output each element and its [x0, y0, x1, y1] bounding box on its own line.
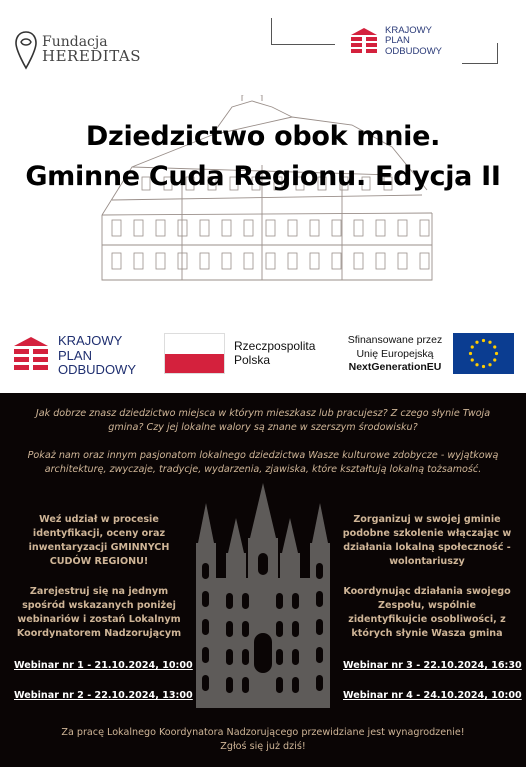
right-text-block-1: Zorganizuj w swojej gminie podobne szkolenie włączając w działania lokalną społeczność - wolontariuszy	[342, 514, 512, 567]
funding-logos-row	[0, 330, 526, 380]
footer-line2: Zgłoś się już dziś!	[220, 741, 306, 752]
hereditas-label: HEREDITAS	[42, 47, 142, 66]
left-text-block-1: Weź udział w procesie identyfikacji, oceny oraz inwentaryzacji GMINNYCH CUDÓW REGIONU!	[28, 514, 170, 567]
eu-funding-label	[345, 334, 445, 375]
intro-text	[22, 407, 504, 477]
pl-line2: Polska	[234, 352, 271, 367]
decor-line	[271, 44, 335, 45]
decor-line	[462, 63, 498, 64]
kpo-small-line2: PLAN	[385, 35, 410, 47]
pl-line1: Rzeczpospolita	[234, 339, 316, 353]
decor-line	[271, 18, 272, 44]
decor-line	[497, 43, 498, 63]
webinar-link-3[interactable]: Webinar nr 3 - 22.10.2024, 16:30	[343, 660, 522, 671]
title-line1: Dziedzictwo obok mnie.	[85, 121, 441, 152]
eu-flag-icon	[453, 333, 514, 374]
intro-paragraph-1: Jak dobrze znasz dziedzictwo miejsca w którym mieszkasz lub pracujesz? Z czego słynie Twoja gmina? Czy jej lokalne walory są znane w szerszym środowisku?	[35, 408, 491, 433]
left-text-block-2: Zarejestruj się na jednym spośród wskazanych poniżej webinariów i zostań Lokalnym Koordynatorem Nadzorującym	[16, 586, 182, 639]
kpo-small-line1: KRAJOWY	[385, 25, 432, 36]
eu-line3: NextGenerationEU	[348, 361, 442, 374]
fundacja-hereditas-logo	[14, 30, 141, 70]
cathedral-silhouette-illustration	[192, 483, 334, 708]
webinar-link-2[interactable]: Webinar nr 2 - 22.10.2024, 13:00	[14, 690, 193, 701]
footer-text	[0, 726, 526, 754]
title-line2: Gminne Cuda Regionu. Edycja II	[25, 161, 501, 192]
rzeczpospolita-label	[234, 340, 315, 368]
kpo-line1: KRAJOWY	[58, 333, 123, 348]
webinar-link-1[interactable]: Webinar nr 1 - 21.10.2024, 10:00	[14, 660, 193, 671]
kpo-mark-icon	[14, 336, 48, 376]
footer-line1: Za pracę Lokalnego Koordynatora Nadzorującego przewidziane jest wynagrodzenie!	[61, 727, 465, 738]
kpo-mark-icon	[351, 27, 377, 57]
info-section	[0, 393, 526, 767]
kpo-small-line3: ODBUDOWY	[385, 45, 442, 57]
poster-title	[0, 117, 526, 197]
polish-flag-icon	[164, 333, 225, 374]
right-text-block-2: Koordynując działania swojego Zespołu, wspólnie zidentyfikujcie osobliwości, z których słynie Wasza gmina	[343, 586, 511, 639]
eu-line2: Unię Europejską	[356, 347, 434, 360]
kpo-logo	[14, 334, 136, 378]
eu-line1: Sfinansowane przez	[347, 334, 443, 346]
kpo-line2: PLAN	[58, 347, 92, 363]
intro-paragraph-2: Pokaż nam oraz innym pasjonatom lokalnego dziedzictwa Wasze kulturowe zdobycze - wyjątkową architekturę, zwyczaje, tradycje, wydarzenia, zjawiska, które kształtują lokalną tożsamość.	[27, 450, 499, 475]
kpo-line3: ODBUDOWY	[58, 362, 136, 378]
webinar-link-4[interactable]: Webinar nr 4 - 24.10.2024, 10:00	[343, 690, 522, 701]
kpo-logo-small	[351, 26, 442, 57]
hereditas-mark-icon	[14, 30, 38, 70]
fundacja-label: Fundacja	[42, 33, 108, 50]
